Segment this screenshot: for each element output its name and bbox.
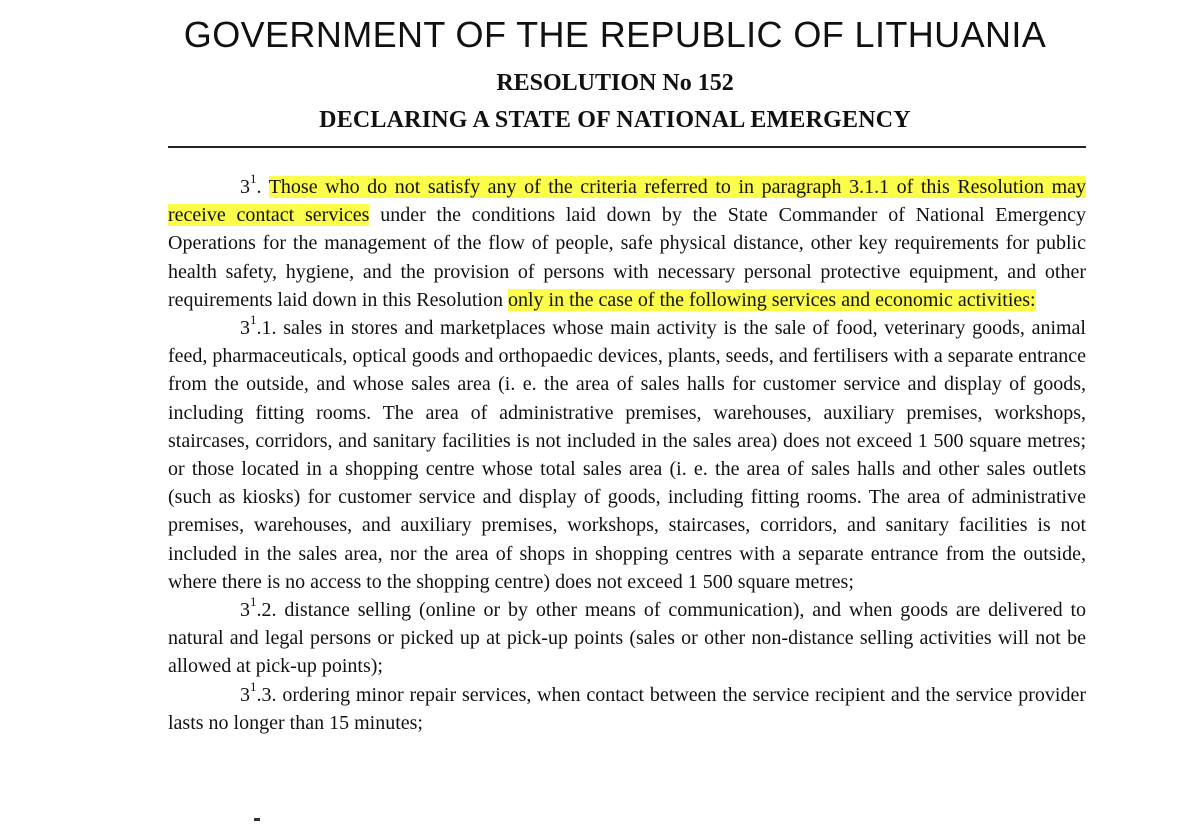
- paragraph-text: distance selling (online or by other means of communication), and when goods are delivered to natural and legal persons or picked up at pick-up points (sales or other non-distance selling activities will not be allowed at pick-up points);: [168, 599, 1086, 678]
- paragraph-3-1-3: [168, 681, 1086, 737]
- paragraph-number: $3^1.2$.: [240, 594, 277, 622]
- paragraph-text: sales in stores and marketplaces whose main activity is the sale of food, veterinary goods, animal feed, pharmaceuticals, optical goods and orthopaedic devices, plants, seeds, and fertilisers with a separate entrance from the outside, and whose sales area (i. e. the area of sales halls for customer service and display of goods, including fitting rooms. The area of administrative premises, warehouses, auxiliary premises, workshops, staircases, corridors, and sanitary facilities is not included in the sales area) does not exceed 1 500 square metres; or those located in a shopping centre whose total sales area (i. e. the area of sales halls and other sales outlets (such as kiosks) for customer service and display of goods, including fitting rooms. The area of administrative premises, warehouses, and auxiliary premises, workshops, staircases, corridors, and sanitary facilities is not included in the sales area, nor the area of shops in shopping centres with a separate entrance from the outside, where there is no access to the shopping centre) does not exceed 1 500 square metres;: [168, 317, 1086, 593]
- paragraph-text: under the conditions laid down by the State Commander of National Emergency Operations for the management of the flow of people, safe physical distance, other key requirements for public health safety, hygiene, and the provision of persons with necessary personal protective equipment, and other requirements laid down in this Resolution: [168, 204, 1086, 311]
- highlighted-text: only in the case of the following services and economic activities:: [507, 288, 1036, 311]
- cut-off-text-fragment: [254, 818, 260, 821]
- paragraph-3-1-2: [168, 596, 1086, 681]
- document-body: [168, 173, 1086, 737]
- government-title: GOVERNMENT OF THE REPUBLIC OF LITHUANIA: [183, 14, 1047, 55]
- paragraph-text: ordering minor repair services, when contact between the service recipient and the service provider lasts no longer than 15 minutes;: [168, 683, 1086, 734]
- paragraph-3-1-1: [168, 314, 1086, 596]
- header-divider: [168, 146, 1086, 148]
- paragraph-number: $3^1$.: [240, 171, 262, 198]
- paragraph-number: $3^1.1$.: [240, 312, 277, 340]
- resolution-number: RESOLUTION No 152: [496, 70, 734, 96]
- resolution-title: DECLARING A STATE OF NATIONAL EMERGENCY: [319, 107, 911, 133]
- paragraph-number: $3^1.3$.: [240, 679, 277, 706]
- paragraph-3-1: [168, 173, 1086, 314]
- highlighted-text: Those who do not satisfy any of the criteria referred to in paragraph 3.1.1 of this Resolution may receive contact services: [168, 176, 1087, 227]
